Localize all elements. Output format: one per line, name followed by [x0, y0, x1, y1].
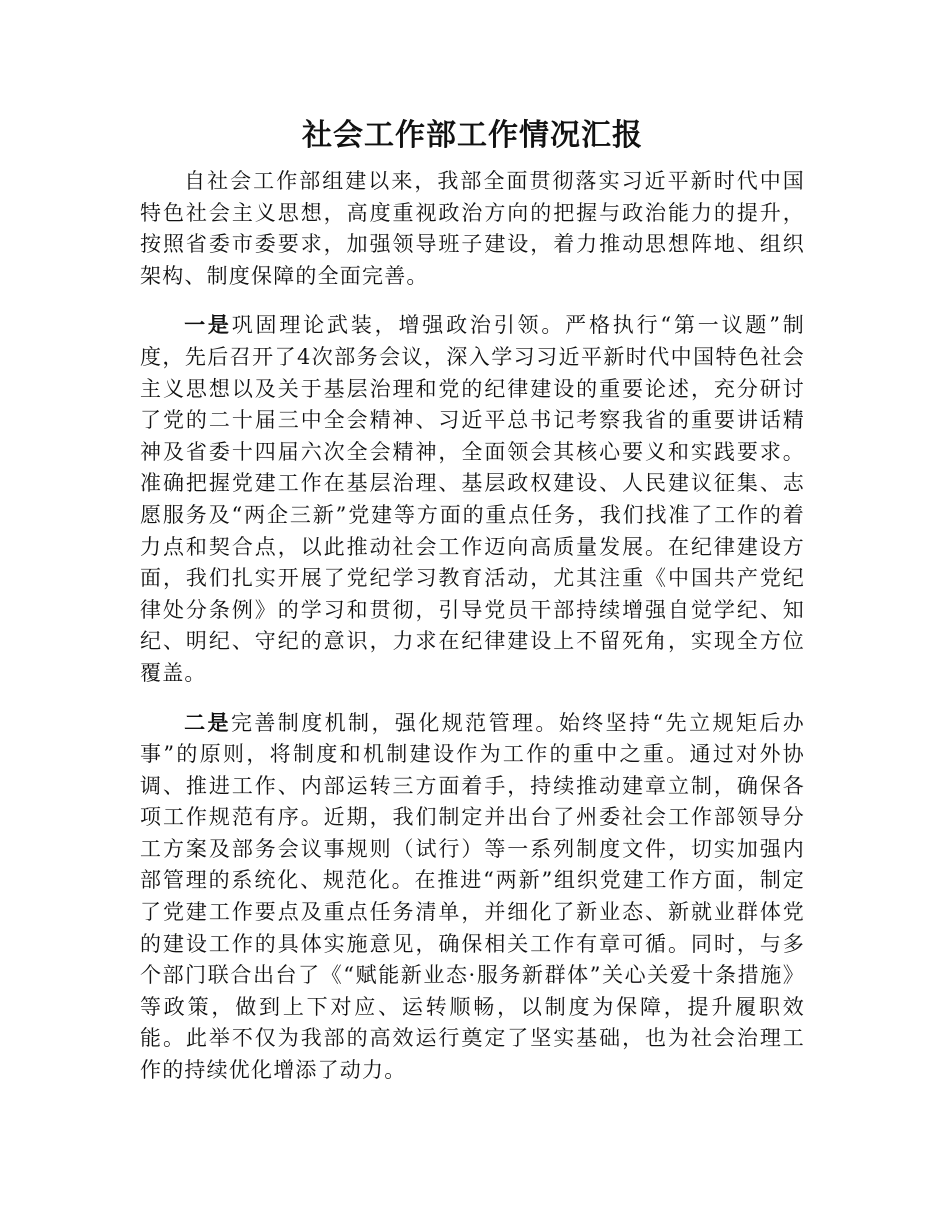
section-lead-1: 一是: [184, 312, 232, 338]
section-paragraph-1: [140, 309, 805, 689]
document-title: 社会工作部工作情况汇报: [302, 118, 643, 153]
section-text-2: 完善制度机制，强化规范管理。始终坚持“先立规矩后办事”的原则，将制度和机制建设作为工作的重中之重。通过对外协调、推进工作、内部运转三方面着手，持续推动建章立制，确保各项工作规范有序。近期，我们制定并出台了州委社会工作部领导分工方案及部务会议事规则（试行）等一系列制度文件，切实加强内部管理的系统化、规范化。在推进“两新”组织党建工作方面，制定了党建工作要点及重点任务清单，并细化了新业态、新就业群体党的建设工作的具体实施意见，确保相关工作有章可循。同时，与多个部门联合出台了《“赋能新业态·服务新群体”关心关爱十条措施》等政策，做到上下对应、运转顺畅，以制度为保障，提升履职效能。此举不仅为我部的高效运行奠定了坚实基础，也为社会治理工作的持续优化增添了动力。: [140, 710, 805, 1083]
section-paragraph-2: [140, 707, 805, 1087]
intro-paragraph: 自社会工作部组建以来，我部全面贯彻落实习近平新时代中国特色社会主义思想，高度重视政治方向的把握与政治能力的提升，按照省委市委要求，加强领导班子建设，着力推动思想阵地、组织架构、制度保障的全面完善。: [140, 169, 805, 288]
section-text-1: 巩固理论武装，增强政治引领。严格执行“第一议题”制度，先后召开了4次部务会议，深入学习习近平新时代中国特色社会主义思想以及关于基层治理和党的纪律建设的重要论述，充分研讨了党的二十届三中全会精神、习近平总书记考察我省的重要讲话精神及省委十四届六次全会精神，全面领会其核心要义和实践要求。准确把握党建工作在基层治理、基层政权建设、人民建议征集、志愿服务及“两企三新”党建等方面的重点任务，我们找准了工作的着力点和契合点，以此推动社会工作迈向高质量发展。在纪律建设方面，我们扎实开展了党纪学习教育活动，尤其注重《中国共产党纪律处分条例》的学习和贯彻，引导党员干部持续增强自觉学纪、知纪、明纪、守纪的意识，力求在纪律建设上不留死角，实现全方位覆盖。: [140, 313, 805, 685]
section-lead-2: 二是: [184, 709, 231, 735]
